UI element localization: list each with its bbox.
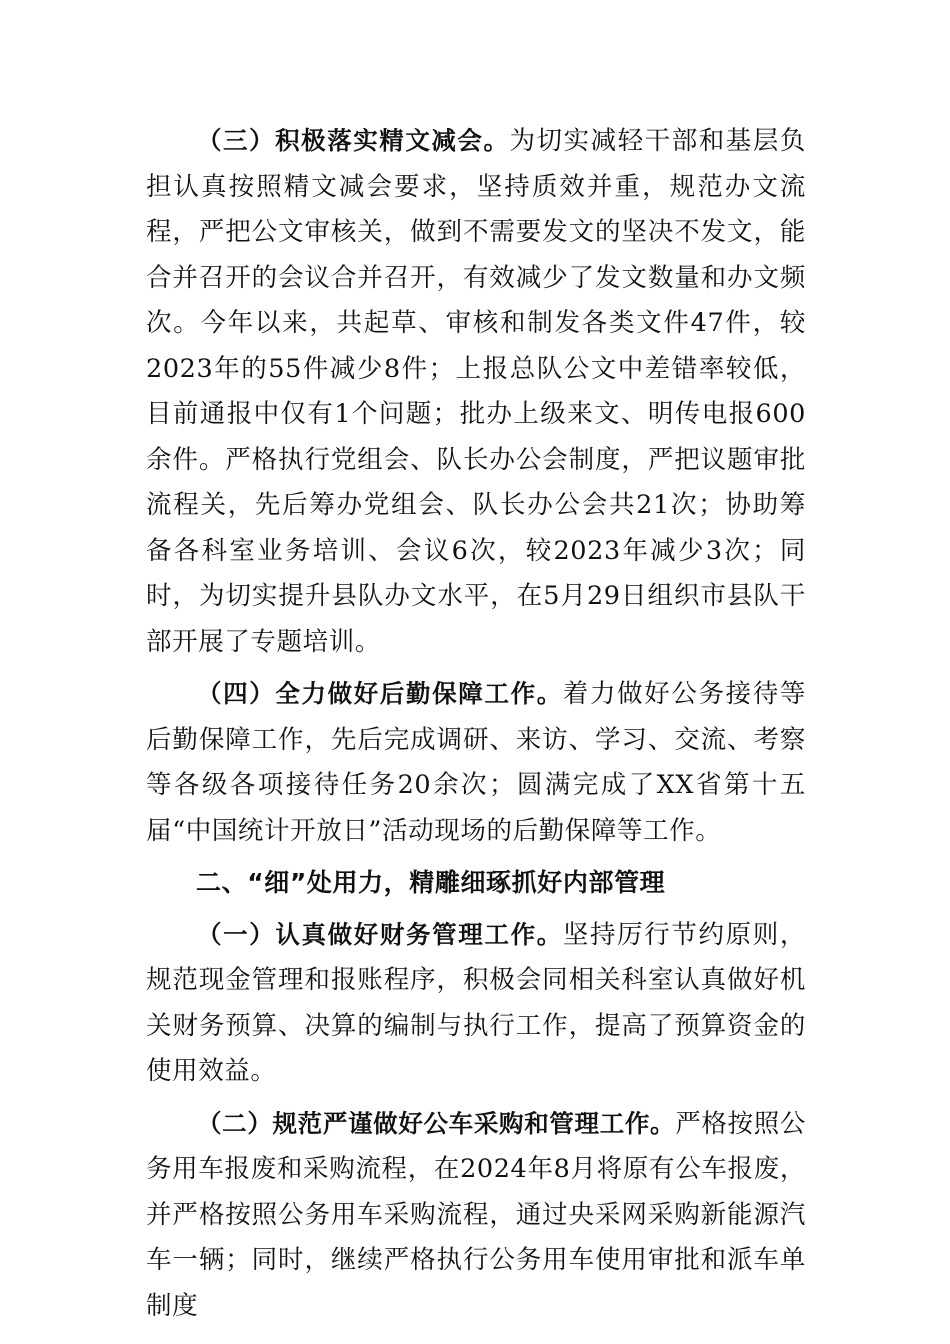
paragraph-body: 坚持厉行节约原则，规范现金管理和报账程序，积极会同相关科室认真做好机关财务预算、决算的编制与执行工作，提高了预算资金的使用效益。 <box>146 919 806 1086</box>
paragraph-2-vehicles <box>146 1101 806 1330</box>
paragraph-1-finance <box>146 912 806 1095</box>
paragraph-lead: （二）规范严谨做好公车采购和管理工作。 <box>197 1108 676 1138</box>
paragraph-body: 着力做好公务接待等后勤保障工作，先后完成调研、来访、学习、交流、考察等各级各项接待任务20余次；圆满完成了XX省第十五届“中国统计开放日”活动现场的后勤保障等工作。 <box>146 679 806 846</box>
paragraph-3-streamline-documents <box>146 118 806 665</box>
paragraph-body: 严格按照公务用车报废和采购流程，在2024年8月将原有公车报废，并严格按照公务用车采购流程，通过央采网采购新能源汽车一辆；同时，继续严格执行公务用车使用审批和派车单制度 <box>146 1108 806 1321</box>
document-page <box>146 118 806 1329</box>
paragraph-4-logistics <box>146 671 806 854</box>
paragraph-lead: （四）全力做好后勤保障工作。 <box>197 679 563 708</box>
section-heading-2: 二、“细”处用力，精雕细琢抓好内部管理 <box>196 868 666 897</box>
paragraph-body: 为切实减轻干部和基层负担认真按照精文减会要求，坚持质效并重，规范办文流程，严把公文审核关，做到不需要发文的坚决不发文，能合并召开的会议合并召开，有效减少了发文数量和办文频次。今年以来，共起草、审核和制发各类文件47件，较2023年的55件减少8件；上报总队公文中差错率较低，目前通报中仅有1个问题；批办上级来文、明传电报600余件。严格执行党组会、队长办公会制度，严把议题审批流程关，先后筹办党组会、队长办公会共21次；协助筹备各科室业务培训、会议6次，较2023年减少3次；同时，为切实提升县队办文水平，在5月29日组织市县队干部开展了专题培训。 <box>146 126 806 657</box>
paragraph-lead: （三）积极落实精文减会。 <box>197 126 510 155</box>
paragraph-lead: （一）认真做好财务管理工作。 <box>197 919 563 949</box>
